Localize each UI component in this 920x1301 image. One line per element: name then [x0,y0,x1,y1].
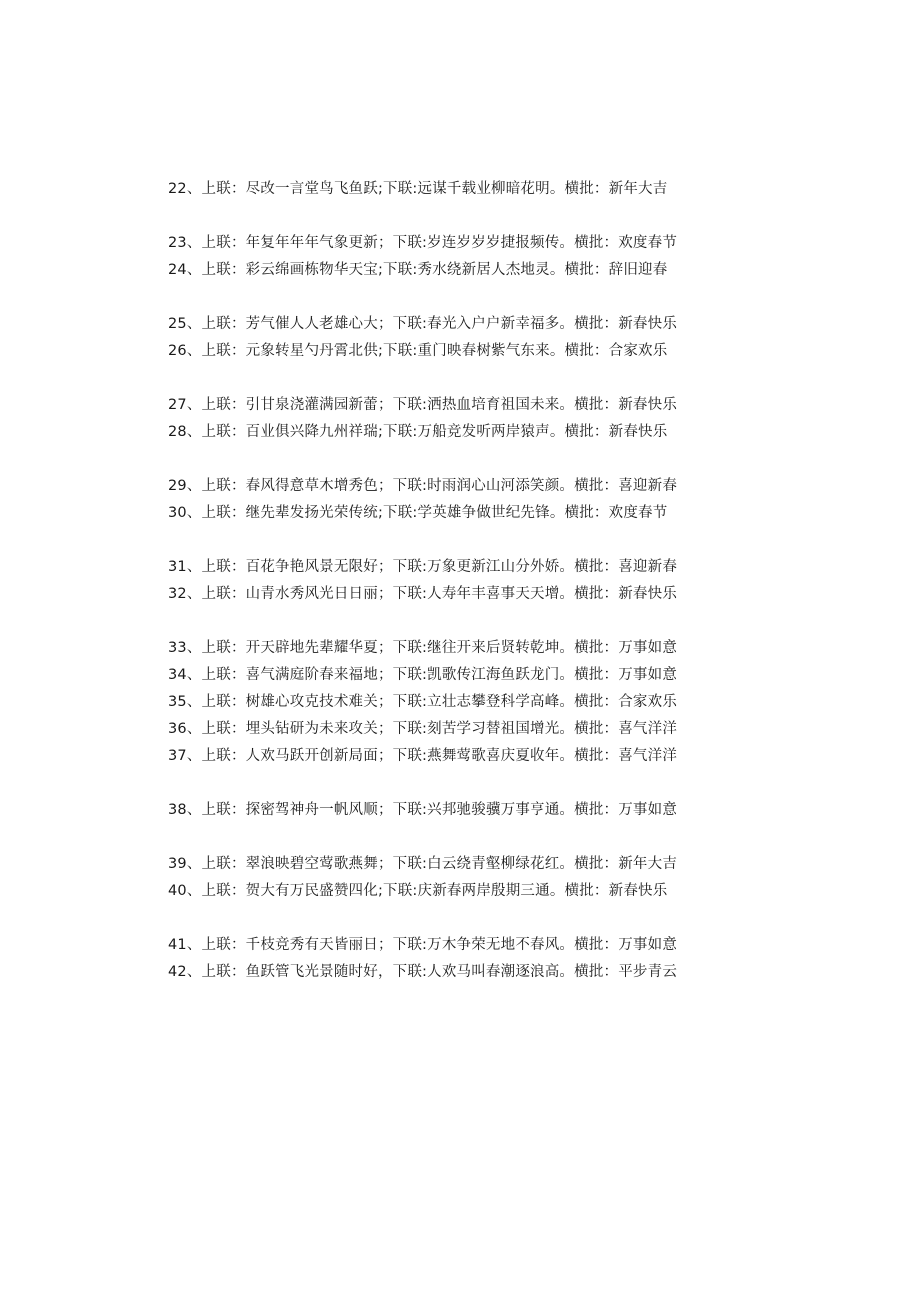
couplet-line: 33、上联：开天辟地先辈耀华夏；下联:继往开来后贤转乾坤。横批：万事如意 [168,640,678,656]
couplet-line: 32、上联：山青水秀风光日日丽；下联:人寿年丰喜事天天增。横批：新春快乐 [168,586,678,602]
blank-line [168,527,788,554]
blank-line [168,203,788,230]
couplet-line: 28、上联：百业俱兴降九州祥瑞;下联:万船竞发听两岸猿声。横批：新春快乐 [168,424,668,440]
couplet-line: 37、上联：人欢马跃开创新局面；下联:燕舞莺歌喜庆夏收年。横批：喜气洋洋 [168,748,678,764]
couplet-line: 42、上联：鱼跃管飞光景随时好，下联:人欢马叫春潮逐浪高。横批：平步青云 [168,964,678,980]
blank-line [168,608,788,635]
couplet-line: 36、上联：埋头钻研为未来攻关；下联:刻苦学习替祖国增光。横批：喜气洋洋 [168,721,678,737]
couplet-line: 22、上联：尽改一言堂鸟飞鱼跃;下联:远谋千载业柳暗花明。横批：新年大吉 [168,181,668,197]
couplet-line: 26、上联：元象转星勺丹霄北供;下联:重门映春树紫气东来。横批：合家欢乐 [168,343,668,359]
blank-line [168,284,788,311]
blank-line [168,905,788,932]
blank-line [168,365,788,392]
couplet-line: 23、上联：年复年年年气象更新；下联:岁连岁岁岁捷报频传。横批：欢度春节 [168,235,678,251]
couplet-line: 30、上联：继先辈发扬光荣传统;下联:学英雄争做世纪先锋。横批：欢度春节 [168,505,668,521]
couplet-line: 41、上联：千枝竞秀有天皆丽日；下联:万木争荣无地不春风。横批：万事如意 [168,937,678,953]
blank-line [168,770,788,797]
couplet-line: 27、上联：引甘泉浇灌满园新蕾；下联:洒热血培育祖国未来。横批：新春快乐 [168,397,678,413]
couplet-line: 31、上联：百花争艳风景无限好；下联:万象更新江山分外娇。横批：喜迎新春 [168,559,678,575]
couplet-line: 24、上联：彩云绵画栋物华天宝;下联:秀水绕新居人杰地灵。横批：辞旧迎春 [168,262,668,278]
couplet-line: 35、上联：树雄心攻克技术难关；下联:立壮志攀登科学高峰。横批：合家欢乐 [168,694,678,710]
couplet-line: 40、上联：贺大有万民盛赞四化;下联:庆新春两岸殷期三通。横批：新春快乐 [168,883,668,899]
blank-line [168,824,788,851]
couplet-line: 25、上联：芳气催人人老雄心大；下联:春光入户户新幸福多。横批：新春快乐 [168,316,678,332]
blank-line [168,446,788,473]
couplet-line: 38、上联：探密驾神舟一帆风顺；下联:兴邦驰骏骥万事亨通。横批：万事如意 [168,802,678,818]
couplet-line: 34、上联：喜气满庭阶春来福地；下联:凯歌传江海鱼跃龙门。横批：万事如意 [168,667,678,683]
couplet-line: 39、上联：翠浪映碧空莺歌燕舞；下联:白云绕青壑柳绿花红。横批：新年大吉 [168,856,678,872]
couplet-list [168,176,788,986]
couplet-line: 29、上联：春风得意草木增秀色；下联:时雨润心山河添笑颜。横批：喜迎新春 [168,478,678,494]
